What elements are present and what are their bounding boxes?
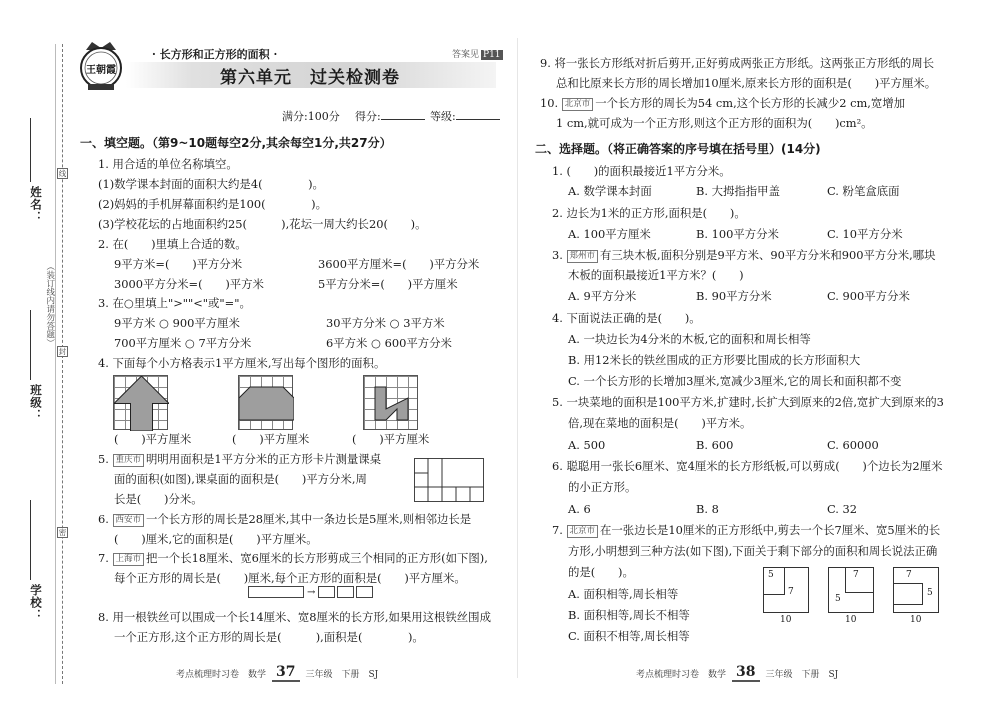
- region-tag: 西安市: [113, 514, 145, 527]
- answer-page-badge: P11: [483, 50, 501, 60]
- page-number: 38: [732, 664, 759, 682]
- compare-a[interactable]: 9平方米 ○ 900平方厘米: [114, 316, 240, 330]
- cutout-piece: [845, 567, 874, 593]
- question-7-line-1[interactable]: 7. 上海市 把一个长18厘米、宽6厘米的长方形剪成三个相同的正方形(如下图),: [98, 551, 488, 565]
- choice-7-line-3[interactable]: 的是( )。: [568, 565, 634, 579]
- choice-4-b[interactable]: B. 用12米长的铁丝围成的正方形要比围成的长方形面积大: [568, 353, 861, 367]
- compare-c[interactable]: 700平方厘米 ○ 7平方分米: [114, 336, 252, 350]
- choice-2-a[interactable]: A. 100平方厘米: [568, 227, 651, 241]
- grid-figure-house: [238, 375, 293, 430]
- label-7: 7: [853, 570, 859, 580]
- arrow-right-icon: →: [307, 586, 316, 598]
- choice-1[interactable]: 1. ( )的面积最接近1平方分米。: [552, 164, 731, 178]
- grade-field[interactable]: 等级:: [430, 108, 500, 124]
- choice-6-b[interactable]: B. 8: [696, 502, 719, 516]
- compare-b[interactable]: 30平方分米 ○ 3平方米: [326, 316, 445, 330]
- question-9-line-2[interactable]: 总和比原来长方形的周长增加10厘米,原来长方形的面积是( )平方厘米。: [556, 76, 937, 90]
- seal-mark: 密: [58, 528, 67, 537]
- choice-3-line-1[interactable]: 3. 郑州市 有三块木板,面积分别是9平方米、90平方分米和900平方分米,哪块: [552, 248, 936, 262]
- grid-figure-chair: [363, 375, 418, 430]
- choice-3-b[interactable]: B. 90平方分米: [696, 289, 772, 303]
- cutout-piece: [893, 583, 923, 605]
- unit-subtitle: · 长方形和正方形的面积 ·: [152, 48, 278, 61]
- question-4: 4. 下面每个小方格表示1平方厘米,写出每个图形的面积。: [98, 356, 386, 370]
- compare-d[interactable]: 6平方米 ○ 600平方分米: [326, 336, 452, 350]
- cut-squares-figure: [248, 586, 375, 598]
- question-6-line-1[interactable]: 6. 西安市 一个长方形的周长是28厘米,其中一条边长是5厘米,则相邻边长是: [98, 512, 472, 526]
- school-field[interactable]: [30, 500, 31, 580]
- square-piece: [318, 586, 335, 598]
- choice-4-c[interactable]: C. 一个长方形的长增加3厘米,宽减少3厘米,它的周长和面积都不变: [568, 374, 902, 388]
- label-5: 5: [927, 588, 933, 598]
- question-2-a[interactable]: 9平方米=( )平方分米: [114, 257, 243, 271]
- cutout-figure-1: [763, 567, 809, 613]
- class-label: 班级：: [29, 384, 43, 422]
- question-1-1[interactable]: (1)数学课本封面的面积大约是4( )。: [98, 177, 324, 191]
- binding-rule: [55, 44, 56, 684]
- label-7: 7: [788, 587, 794, 597]
- class-field[interactable]: [30, 310, 31, 380]
- cutout-figure-2: [828, 567, 874, 613]
- question-3: 3. 在○里填上">""<"或"="。: [98, 296, 251, 310]
- name-label: 姓名：: [29, 186, 43, 224]
- choice-3-line-2[interactable]: 木板的面积最接近1平方米？( ): [568, 268, 744, 282]
- cutout-piece: [763, 567, 785, 595]
- question-2-b[interactable]: 3600平方厘米=( )平方分米: [318, 257, 480, 271]
- school-label: 学校：: [29, 584, 43, 622]
- name-field[interactable]: [30, 118, 31, 182]
- full-score: 满分:100分: [282, 110, 340, 123]
- area-answer-3[interactable]: ( )平方厘米: [352, 432, 430, 446]
- question-8-line-1[interactable]: 8. 用一根铁丝可以围成一个长14厘米、宽8厘米的长方形,如果用这根铁丝围成: [98, 610, 491, 624]
- square-piece: [337, 586, 354, 598]
- area-answer-1[interactable]: ( )平方厘米: [114, 432, 192, 446]
- region-tag: 郑州市: [567, 250, 599, 263]
- area-answer-2[interactable]: ( )平方厘米: [232, 432, 310, 446]
- label-5: 5: [835, 594, 841, 604]
- logo-text: 王朝霞: [86, 65, 116, 76]
- answer-reference: 答案见 P11: [452, 50, 501, 60]
- choice-2-c[interactable]: C. 10平方分米: [827, 227, 903, 241]
- question-1: 1. 用合适的单位名称填空。: [98, 157, 238, 171]
- seal-mark: 线: [58, 169, 67, 178]
- question-10-line-2[interactable]: 1 cm,就可成为一个正方形,则这个正方形的面积为( )cm²。: [556, 116, 873, 130]
- choice-7-line-1[interactable]: 7. 北京市 在一张边长是10厘米的正方形纸中,剪去一个长7厘米、宽5厘米的长: [552, 523, 941, 537]
- choice-3-a[interactable]: A. 9平方分米: [568, 289, 637, 303]
- region-tag: 重庆市: [113, 454, 145, 467]
- choice-3-c[interactable]: C. 900平方分米: [827, 289, 910, 303]
- choice-1-a[interactable]: A. 数学课本封面: [568, 184, 652, 198]
- region-tag: 上海市: [113, 553, 145, 566]
- choice-1-c[interactable]: C. 粉笔盒底面: [827, 184, 900, 198]
- choice-5-line-1[interactable]: 5. 一块菜地的面积是100平方米,扩建时,长扩大到原来的2倍,宽扩大到原来的3: [552, 395, 944, 409]
- binding-note: （装订线内请勿答题）: [44, 262, 55, 347]
- footer-right: 考点梳理时习卷 数学 38 三年级 下册 SJ: [636, 664, 839, 680]
- question-8-line-2[interactable]: 一个正方形,这个正方形的周长是( ),面积是( )。: [114, 630, 424, 644]
- question-5-line-1[interactable]: 5. 重庆市 明明用面积是1平方分米的正方形卡片测量课桌: [98, 452, 382, 466]
- choice-7-line-2[interactable]: 方形,小明想到三种方法(如下图),下面关于剩下部分的面积和周长说法正确: [568, 544, 938, 558]
- question-2-c[interactable]: 3000平方分米=( )平方米: [114, 277, 264, 291]
- score-field[interactable]: 得分:: [355, 108, 425, 124]
- page-title: 第六单元 过关检测卷: [220, 68, 400, 88]
- choice-5-c[interactable]: C. 60000: [827, 438, 879, 452]
- footer-left: 考点梳理时习卷 数学 37 三年级 下册 SJ: [176, 664, 379, 680]
- choice-7-b[interactable]: B. 面积相等,周长不相等: [568, 608, 690, 622]
- choice-4[interactable]: 4. 下面说法正确的是( )。: [552, 311, 701, 325]
- question-1-2[interactable]: (2)妈妈的手机屏幕面积约是100( )。: [98, 197, 328, 211]
- choice-1-b[interactable]: B. 大拇指指甲盖: [696, 184, 780, 198]
- region-tag: 北京市: [562, 98, 594, 111]
- question-2: 2. 在( )里填上合适的数。: [98, 237, 247, 251]
- choice-6-c[interactable]: C. 32: [827, 502, 858, 516]
- choice-6-a[interactable]: A. 6: [568, 502, 591, 516]
- choice-5-b[interactable]: B. 600: [696, 438, 734, 452]
- choice-2-b[interactable]: B. 100平方分米: [696, 227, 779, 241]
- question-5-line-3[interactable]: 长是( )分米。: [114, 492, 203, 506]
- binding-dashed-line: [62, 44, 63, 684]
- label-7: 7: [906, 570, 912, 580]
- section-choice-heading: 二、选择题。（将正确答案的序号填在括号里）(14分): [535, 142, 821, 156]
- label-5: 5: [768, 570, 774, 580]
- page-divider: [517, 38, 518, 678]
- label-10: 10: [780, 615, 792, 625]
- binding-strip: [0, 0, 67, 708]
- choice-6-line-2[interactable]: 的小正方形。: [568, 480, 637, 494]
- question-6-line-2[interactable]: ( )厘米,它的面积是( )平方厘米。: [114, 532, 318, 546]
- section-fill-blank-heading: 一、填空题。（第9~10题每空2分,其余每空1分,共27分）: [80, 136, 392, 150]
- label-10: 10: [910, 615, 922, 625]
- grid-figure-arrow: [113, 375, 168, 430]
- question-7-line-2[interactable]: 每个正方形的周长是( )厘米,每个正方形的面积是( )平方厘米。: [114, 571, 466, 585]
- choice-5-a[interactable]: A. 500: [568, 438, 606, 452]
- desk-figure: [414, 458, 484, 502]
- publisher-logo: [76, 38, 126, 92]
- question-10-line-1[interactable]: 10. 北京市 一个长方形的周长为54 cm,这个长方形的长减少2 cm,宽增加: [540, 96, 906, 110]
- choice-7-a[interactable]: A. 面积相等,周长相等: [568, 587, 679, 601]
- choice-2[interactable]: 2. 边长为1米的正方形,面积是( )。: [552, 206, 746, 220]
- question-5-line-2[interactable]: 面的面积(如图),课桌面的面积是( )平方分米,周: [114, 472, 367, 486]
- square-piece: [356, 586, 373, 598]
- label-10: 10: [845, 615, 857, 625]
- question-1-3[interactable]: (3)学校花坛的占地面积约25( ),花坛一周大约长20( )。: [98, 217, 427, 231]
- cutout-figure-3: [893, 567, 939, 613]
- question-2-d[interactable]: 5平方分米=( )平方厘米: [318, 277, 458, 291]
- seal-mark: 封: [58, 347, 67, 356]
- question-9-line-1[interactable]: 9. 将一张长方形纸对折后剪开,正好剪成两张正方形纸。这两张正方形纸的周长: [540, 56, 935, 70]
- choice-5-line-2[interactable]: 倍,现在菜地的面积是( )平方米。: [568, 416, 752, 430]
- region-tag: 北京市: [567, 525, 599, 538]
- long-rectangle: [248, 586, 304, 598]
- choice-6-line-1[interactable]: 6. 聪聪用一张长6厘米、宽4厘米的长方形纸板,可以剪成( )个边长为2厘米: [552, 459, 943, 473]
- choice-7-c[interactable]: C. 面积不相等,周长相等: [568, 629, 690, 643]
- choice-4-a[interactable]: A. 一块边长为4分米的木板,它的面积和周长相等: [568, 332, 811, 346]
- page-number: 37: [272, 664, 299, 682]
